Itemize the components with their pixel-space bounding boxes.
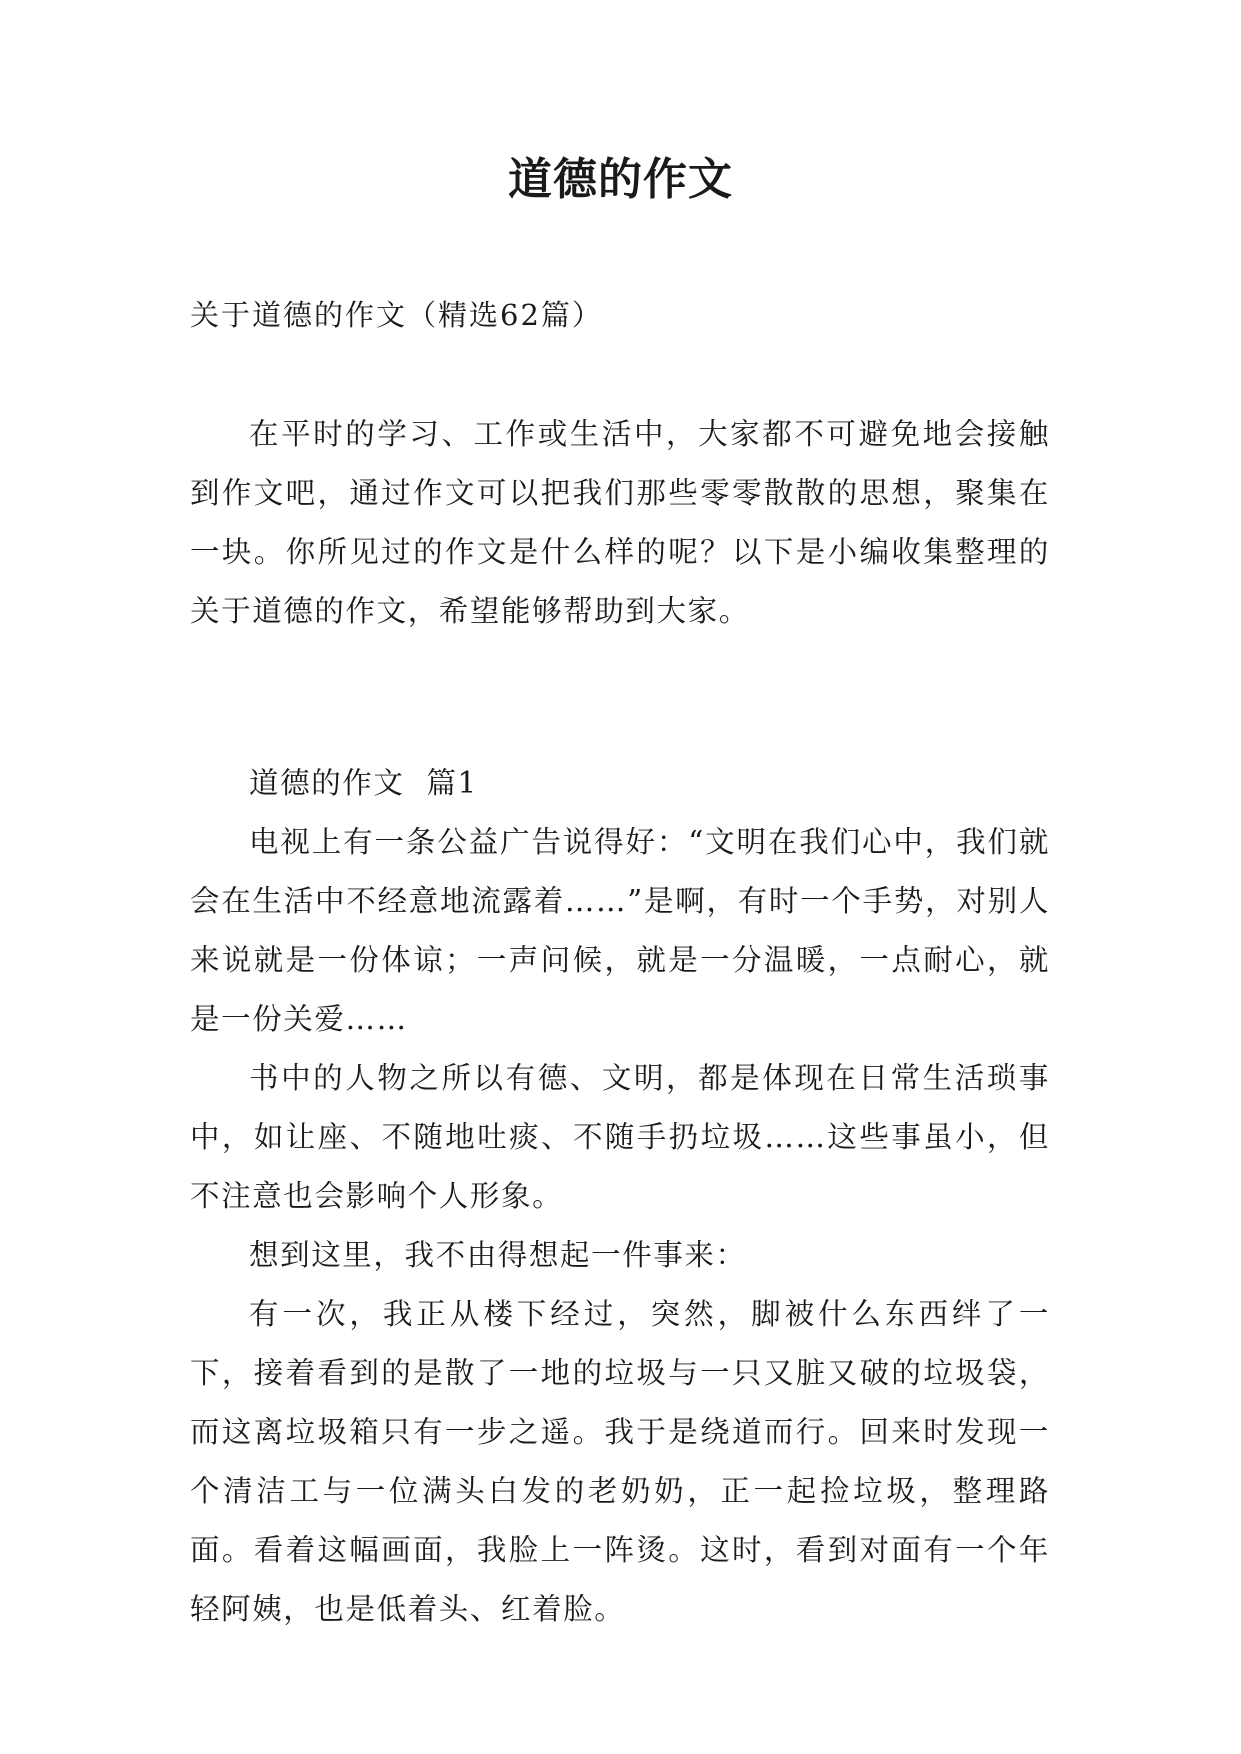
body-paragraph: 有一次，我正从楼下经过，突然，脚被什么东西绊了一下，接着看到的是散了一地的垃圾与一只又脏又破的垃圾袋，而这离垃圾箱只有一步之遥。我于是绕道而行。回来时发现一个清洁工与一位满头白发的老奶奶，正一起捡垃圾，整理路面。看着这幅画面，我脸上一阵烫。这时，看到对面有一个年轻阿姨，也是低着头、红着脸。	[190, 1297, 1050, 1626]
body-paragraph: 电视上有一条公益广告说得好：“文明在我们心中，我们就会在生活中不经意地流露着……”是啊，有时一个手势，对别人来说就是一份体谅；一声问候，就是一分温暖，一点耐心，就是一份关爱……	[190, 825, 1050, 1036]
document-title: 道德的作文	[508, 154, 733, 205]
document-subtitle: 关于道德的作文（精选62篇）	[190, 298, 603, 332]
body-paragraph: 书中的人物之所以有德、文明，都是体现在日常生活琐事中，如让座、不随地吐痰、不随手扔垃圾……这些事虽小，但不注意也会影响个人形象。	[190, 1061, 1050, 1213]
intro-paragraph: 在平时的学习、工作或生活中，大家都不可避免地会接触到作文吧，通过作文可以把我们那些零零散散的思想，聚集在一块。你所见过的作文是什么样的呢？以下是小编收集整理的关于道德的作文，希望能够帮助到大家。	[190, 417, 1050, 628]
body-paragraph: 想到这里，我不由得想起一件事来：	[249, 1238, 747, 1272]
section-heading: 道德的作文 篇1	[249, 766, 478, 800]
document-body	[190, 405, 1050, 1639]
